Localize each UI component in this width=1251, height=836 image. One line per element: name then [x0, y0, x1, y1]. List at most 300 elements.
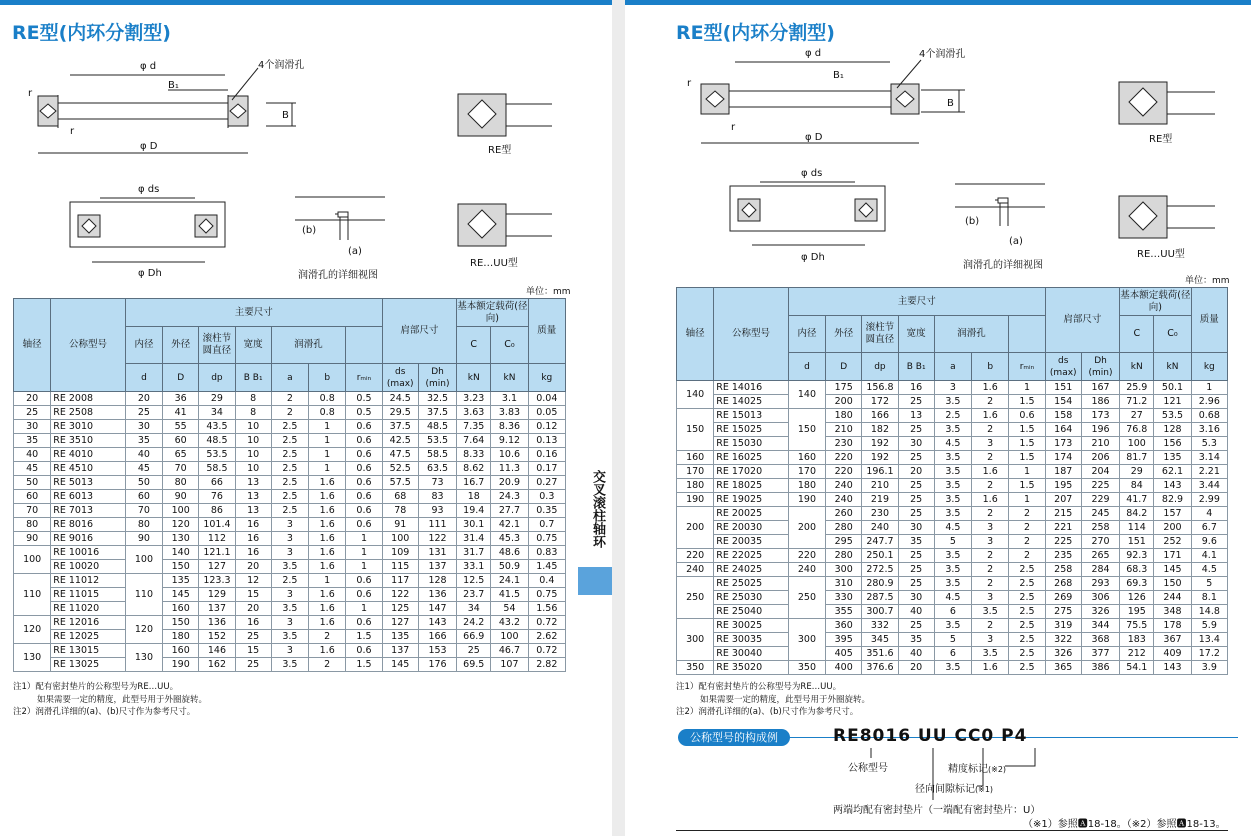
value-cell: 1	[346, 532, 382, 546]
value-cell: 25	[898, 549, 934, 563]
th-inner: 内径	[125, 327, 162, 364]
value-cell: 70	[125, 504, 162, 518]
value-cell: 13	[235, 490, 271, 504]
value-cell: 235	[1045, 549, 1081, 563]
fig-b1-label: B₁	[833, 70, 844, 81]
th-roller: 滚柱节圆直径	[862, 316, 898, 353]
value-cell: 0.6	[346, 476, 382, 490]
value-cell: 1	[309, 448, 346, 462]
value-cell: 355	[826, 605, 862, 619]
left-page	[0, 0, 612, 836]
value-cell: 2	[1009, 535, 1045, 549]
value-cell: 135	[1154, 451, 1191, 465]
table-row	[677, 619, 1228, 633]
side-tab-label: 交叉滚柱轴环	[590, 470, 605, 548]
bearing-drawing	[625, 0, 1251, 290]
value-cell: 30	[898, 437, 934, 451]
value-cell: 3.5	[934, 661, 971, 675]
value-cell: 170	[788, 465, 825, 479]
th-kn2: kN	[491, 364, 528, 392]
value-cell: 275	[1045, 605, 1081, 619]
th-D: D	[826, 353, 862, 381]
model-cell: RE 15030	[714, 437, 789, 451]
th-D: D	[163, 364, 199, 392]
value-cell: 25	[898, 577, 934, 591]
th-c0: C₀	[491, 327, 528, 364]
value-cell: 0.83	[528, 546, 565, 560]
value-cell: 190	[163, 658, 199, 672]
value-cell: 24.1	[491, 574, 528, 588]
value-cell: 240	[788, 563, 825, 577]
fig-ds-label: φ ds	[138, 184, 160, 195]
value-cell: 225	[1081, 479, 1119, 493]
value-cell: 1.5	[346, 658, 382, 672]
value-cell: 220	[826, 451, 862, 465]
shaft-cell: 120	[14, 616, 51, 644]
value-cell: 0.8	[309, 392, 346, 406]
notes	[676, 681, 870, 719]
value-cell: 37.5	[382, 420, 418, 434]
value-cell: 0.16	[528, 448, 565, 462]
value-cell: 121.1	[199, 546, 235, 560]
value-cell: 206	[1081, 451, 1119, 465]
value-cell: 192	[862, 437, 898, 451]
th-bb1: B B₁	[235, 364, 271, 392]
value-cell: 1.6	[309, 532, 346, 546]
value-cell: 365	[1045, 661, 1081, 675]
fig-re-label: RE型	[488, 145, 512, 156]
value-cell: 40	[125, 448, 162, 462]
th-r: rₘᵢₙ	[346, 364, 382, 392]
value-cell: 16	[235, 518, 271, 532]
value-cell: 167	[1081, 381, 1119, 395]
value-cell: 1.6	[309, 588, 346, 602]
value-cell: 53.5	[418, 434, 456, 448]
model-cell: RE 24025	[714, 563, 789, 577]
value-cell: 265	[1081, 549, 1119, 563]
value-cell: 1.6	[309, 560, 346, 574]
th-mass: 质量	[1191, 288, 1227, 353]
value-cell: 2	[972, 619, 1009, 633]
value-cell: 244	[1154, 591, 1191, 605]
value-cell: 3.5	[934, 451, 971, 465]
value-cell: 3.5	[271, 630, 308, 644]
value-cell: 268	[1045, 577, 1081, 591]
value-cell: 35	[898, 633, 934, 647]
value-cell: 3	[934, 381, 971, 395]
value-cell: 30.1	[457, 518, 491, 532]
th-d: d	[125, 364, 162, 392]
unit-label: 单位：mm	[526, 287, 571, 297]
value-cell: 25	[898, 423, 934, 437]
table-row	[14, 560, 566, 574]
model-cell: RE 30035	[714, 633, 789, 647]
th-dh: Dh (min)	[418, 364, 456, 392]
value-cell: 54.1	[1120, 661, 1154, 675]
value-cell: 25	[235, 658, 271, 672]
shaft-cell: 250	[677, 577, 714, 619]
table-row	[677, 563, 1228, 577]
value-cell: 122	[418, 532, 456, 546]
model-cell: RE 19025	[714, 493, 789, 507]
shaft-cell: 80	[14, 518, 51, 532]
value-cell: 20	[125, 392, 162, 406]
value-cell: 50.1	[1154, 381, 1191, 395]
value-cell: 32.5	[418, 392, 456, 406]
value-cell: 2.5	[271, 490, 308, 504]
value-cell: 258	[1081, 521, 1119, 535]
value-cell: 0.6	[346, 616, 382, 630]
value-cell: 295	[826, 535, 862, 549]
value-cell: 69.3	[1120, 577, 1154, 591]
value-cell: 25	[457, 644, 491, 658]
value-cell: 58.5	[199, 462, 235, 476]
value-cell: 109	[382, 546, 418, 560]
th-inner: 内径	[788, 316, 825, 353]
value-cell: 3	[271, 616, 308, 630]
table-row	[14, 406, 566, 420]
value-cell: 152	[199, 630, 235, 644]
value-cell: 322	[1045, 633, 1081, 647]
value-cell: 23.7	[457, 588, 491, 602]
model-cell: RE 13015	[51, 644, 126, 658]
value-cell: 24.5	[382, 392, 418, 406]
shaft-cell: 35	[14, 434, 51, 448]
value-cell: 252	[1154, 535, 1191, 549]
value-cell: 3.9	[1191, 661, 1227, 675]
th-mass: 质量	[528, 299, 565, 364]
value-cell: 80	[125, 518, 162, 532]
shaft-cell: 300	[677, 619, 714, 661]
value-cell: 1.5	[346, 630, 382, 644]
value-cell: 250	[788, 577, 825, 619]
value-cell: 1.6	[309, 546, 346, 560]
fig-r-label: r	[687, 78, 692, 89]
value-cell: 2.5	[934, 409, 971, 423]
model-cell: RE 15013	[714, 409, 789, 423]
value-cell: 2	[271, 392, 308, 406]
table-row	[14, 602, 566, 616]
th-kg: kg	[1191, 353, 1227, 381]
value-cell: 1.6	[309, 490, 346, 504]
value-cell: 178	[1154, 619, 1191, 633]
value-cell: 145	[382, 658, 418, 672]
model-cell: RE 20035	[714, 535, 789, 549]
value-cell: 100	[382, 532, 418, 546]
notes	[13, 681, 207, 719]
fig-b-detail: (b)	[302, 225, 317, 236]
value-cell: 156	[1154, 437, 1191, 451]
fig-b-detail: (b)	[965, 216, 980, 227]
value-cell: 171	[1154, 549, 1191, 563]
value-cell: 1.6	[972, 493, 1009, 507]
value-cell: 60	[163, 434, 199, 448]
table-row	[14, 420, 566, 434]
value-cell: 136	[199, 616, 235, 630]
value-cell: 120	[125, 616, 162, 644]
value-cell: 240	[862, 521, 898, 535]
value-cell: 131	[418, 546, 456, 560]
fig-ds-label: φ ds	[801, 168, 823, 179]
fig-holes-label: 4个润滑孔	[258, 60, 305, 71]
value-cell: 90	[125, 532, 162, 546]
value-cell: 151	[1045, 381, 1081, 395]
table-row	[677, 647, 1228, 661]
th-main: 主要尺寸	[125, 299, 382, 327]
value-cell: 8.1	[1191, 591, 1227, 605]
value-cell: 25	[898, 619, 934, 633]
value-cell: 196.1	[862, 465, 898, 479]
value-cell: 25	[898, 451, 934, 465]
right-page	[625, 0, 1251, 836]
value-cell: 9.12	[491, 434, 528, 448]
th-bb1: B B₁	[898, 353, 934, 381]
value-cell: 1.6	[309, 616, 346, 630]
value-cell: 3.5	[271, 602, 308, 616]
table-row	[677, 381, 1228, 395]
value-cell: 3	[972, 437, 1009, 451]
side-tab-marker	[578, 567, 612, 595]
model-cell: RE 4510	[51, 462, 126, 476]
shaft-cell: 50	[14, 476, 51, 490]
value-cell: 128	[1154, 423, 1191, 437]
value-cell: 3.5	[934, 619, 971, 633]
value-cell: 84.2	[1120, 507, 1154, 521]
value-cell: 1.5	[1009, 437, 1045, 451]
value-cell: 1.5	[1009, 479, 1045, 493]
value-cell: 5	[1191, 577, 1227, 591]
value-cell: 1.6	[309, 518, 346, 532]
th-main: 主要尺寸	[788, 288, 1045, 316]
value-cell: 143	[418, 616, 456, 630]
shaft-cell: 190	[677, 493, 714, 507]
shaft-cell: 20	[14, 392, 51, 406]
value-cell: 1.6	[309, 602, 346, 616]
th-kn: kN	[1120, 353, 1154, 381]
value-cell: 145	[1154, 563, 1191, 577]
value-cell: 326	[1045, 647, 1081, 661]
value-cell: 8.36	[491, 420, 528, 434]
model-cell: RE 14016	[714, 381, 789, 395]
th-r: rₘᵢₙ	[1009, 353, 1045, 381]
table-row	[14, 630, 566, 644]
model-cell: RE 30040	[714, 647, 789, 661]
value-cell: 60	[125, 490, 162, 504]
value-cell: 11.3	[491, 462, 528, 476]
value-cell: 409	[1154, 647, 1191, 661]
value-cell: 1	[309, 420, 346, 434]
value-cell: 1	[1009, 493, 1045, 507]
table-row	[677, 493, 1228, 507]
value-cell: 15	[235, 588, 271, 602]
value-cell: 137	[199, 602, 235, 616]
value-cell: 137	[382, 644, 418, 658]
th-model: 公称型号	[714, 288, 789, 381]
note-1: 注1）配有密封垫片的公称型号为RE…UU。	[676, 682, 842, 692]
value-cell: 1.6	[972, 465, 1009, 479]
model-code: RE8016 UU CC0 P4	[833, 726, 1028, 746]
spec-table	[13, 298, 566, 672]
value-cell: 115	[382, 560, 418, 574]
value-cell: 160	[163, 644, 199, 658]
value-cell: 405	[826, 647, 862, 661]
model-cell: RE 5013	[51, 476, 126, 490]
shaft-cell: 45	[14, 462, 51, 476]
value-cell: 29	[1120, 465, 1154, 479]
shaft-cell: 220	[677, 549, 714, 563]
note-1: 注1）配有密封垫片的公称型号为RE…UU。	[13, 682, 179, 692]
value-cell: 158	[1045, 409, 1081, 423]
value-cell: 326	[1081, 605, 1119, 619]
value-cell: 16	[235, 616, 271, 630]
label-model: 公称型号	[848, 763, 888, 774]
value-cell: 130	[125, 644, 162, 672]
value-cell: 1	[1009, 381, 1045, 395]
th-dp: dp	[199, 364, 235, 392]
value-cell: 48.5	[418, 420, 456, 434]
fig-r2-label: r	[731, 122, 736, 133]
value-cell: 319	[1045, 619, 1081, 633]
value-cell: 160	[163, 602, 199, 616]
value-cell: 350	[788, 661, 825, 675]
value-cell: 230	[862, 507, 898, 521]
table-row	[677, 605, 1228, 619]
value-cell: 45	[125, 462, 162, 476]
value-cell: 300	[788, 619, 825, 661]
value-cell: 41	[163, 406, 199, 420]
value-cell: 207	[1045, 493, 1081, 507]
fig-a-detail: (a)	[1009, 236, 1023, 247]
value-cell: 4.5	[934, 437, 971, 451]
value-cell: 2	[972, 549, 1009, 563]
value-cell: 0.6	[346, 490, 382, 504]
table-row	[14, 546, 566, 560]
value-cell: 33.1	[457, 560, 491, 574]
shaft-cell: 350	[677, 661, 714, 675]
value-cell: 351.6	[862, 647, 898, 661]
value-cell: 2	[1009, 521, 1045, 535]
value-cell: 84	[1120, 479, 1154, 493]
table-row	[14, 448, 566, 462]
value-cell: 166	[862, 409, 898, 423]
value-cell: 25	[898, 507, 934, 521]
value-cell: 25.9	[1120, 381, 1154, 395]
value-cell: 24.2	[457, 616, 491, 630]
value-cell: 13	[235, 476, 271, 490]
value-cell: 42.1	[491, 518, 528, 532]
value-cell: 47.5	[382, 448, 418, 462]
value-cell: 3.16	[1191, 423, 1227, 437]
value-cell: 4	[1191, 507, 1227, 521]
value-cell: 3	[271, 644, 308, 658]
value-cell: 140	[163, 546, 199, 560]
label-seal: 两端均配有密封垫片（一端配有密封垫片：U）	[833, 805, 1041, 816]
value-cell: 41.5	[491, 588, 528, 602]
value-cell: 164	[1045, 423, 1081, 437]
th-shaft: 轴径	[677, 288, 714, 381]
value-cell: 50.9	[491, 560, 528, 574]
value-cell: 128	[418, 574, 456, 588]
value-cell: 13.4	[1191, 633, 1227, 647]
value-cell: 73	[418, 476, 456, 490]
value-cell: 367	[1154, 633, 1191, 647]
value-cell: 230	[826, 437, 862, 451]
value-cell: 0.35	[528, 504, 565, 518]
value-cell: 0.6	[346, 504, 382, 518]
value-cell: 310	[826, 577, 862, 591]
model-cell: RE 35020	[714, 661, 789, 675]
value-cell: 229	[1081, 493, 1119, 507]
value-cell: 306	[1081, 591, 1119, 605]
value-cell: 3	[972, 633, 1009, 647]
value-cell: 101.4	[199, 518, 235, 532]
value-cell: 247.7	[862, 535, 898, 549]
value-cell: 368	[1081, 633, 1119, 647]
value-cell: 0.27	[528, 476, 565, 490]
model-cell: RE 3510	[51, 434, 126, 448]
value-cell: 2	[1009, 507, 1045, 521]
value-cell: 135	[382, 630, 418, 644]
value-cell: 1.5	[1009, 451, 1045, 465]
th-b: b	[309, 364, 346, 392]
th-c: C	[457, 327, 491, 364]
value-cell: 125	[382, 602, 418, 616]
value-cell: 93	[418, 504, 456, 518]
value-cell: 20	[898, 661, 934, 675]
value-cell: 3	[271, 532, 308, 546]
value-cell: 187	[1045, 465, 1081, 479]
bearing-drawing	[0, 0, 612, 290]
value-cell: 20	[235, 602, 271, 616]
value-cell: 1	[309, 574, 346, 588]
value-cell: 8.33	[457, 448, 491, 462]
value-cell: 2	[271, 406, 308, 420]
value-cell: 25	[898, 395, 934, 409]
th-model: 公称型号	[51, 299, 126, 392]
value-cell: 192	[862, 451, 898, 465]
th-shoulder: 肩部尺寸	[382, 299, 457, 364]
value-cell: 300	[826, 563, 862, 577]
value-cell: 24.3	[491, 490, 528, 504]
model-cell: RE 2508	[51, 406, 126, 420]
value-cell: 2.62	[528, 630, 565, 644]
th-a: a	[934, 353, 971, 381]
value-cell: 376.6	[862, 661, 898, 675]
value-cell: 20	[898, 465, 934, 479]
value-cell: 3.5	[934, 577, 971, 591]
value-cell: 10	[235, 462, 271, 476]
value-cell: 330	[826, 591, 862, 605]
shaft-cell: 110	[14, 574, 51, 616]
model-cell: RE 14025	[714, 395, 789, 409]
value-cell: 1	[346, 546, 382, 560]
value-cell: 215	[1045, 507, 1081, 521]
value-cell: 182	[862, 423, 898, 437]
value-cell: 140	[788, 381, 825, 409]
table-row	[677, 423, 1228, 437]
fig-d-label: φ d	[805, 48, 822, 59]
value-cell: 126	[1120, 591, 1154, 605]
fig-b-label: B	[282, 110, 289, 121]
value-cell: 1.6	[972, 381, 1009, 395]
model-cell: RE 25030	[714, 591, 789, 605]
model-cell: RE 12016	[51, 616, 126, 630]
value-cell: 68	[382, 490, 418, 504]
value-cell: 100	[491, 630, 528, 644]
model-cell: RE 10016	[51, 546, 126, 560]
value-cell: 3.5	[934, 395, 971, 409]
value-cell: 2.82	[528, 658, 565, 672]
